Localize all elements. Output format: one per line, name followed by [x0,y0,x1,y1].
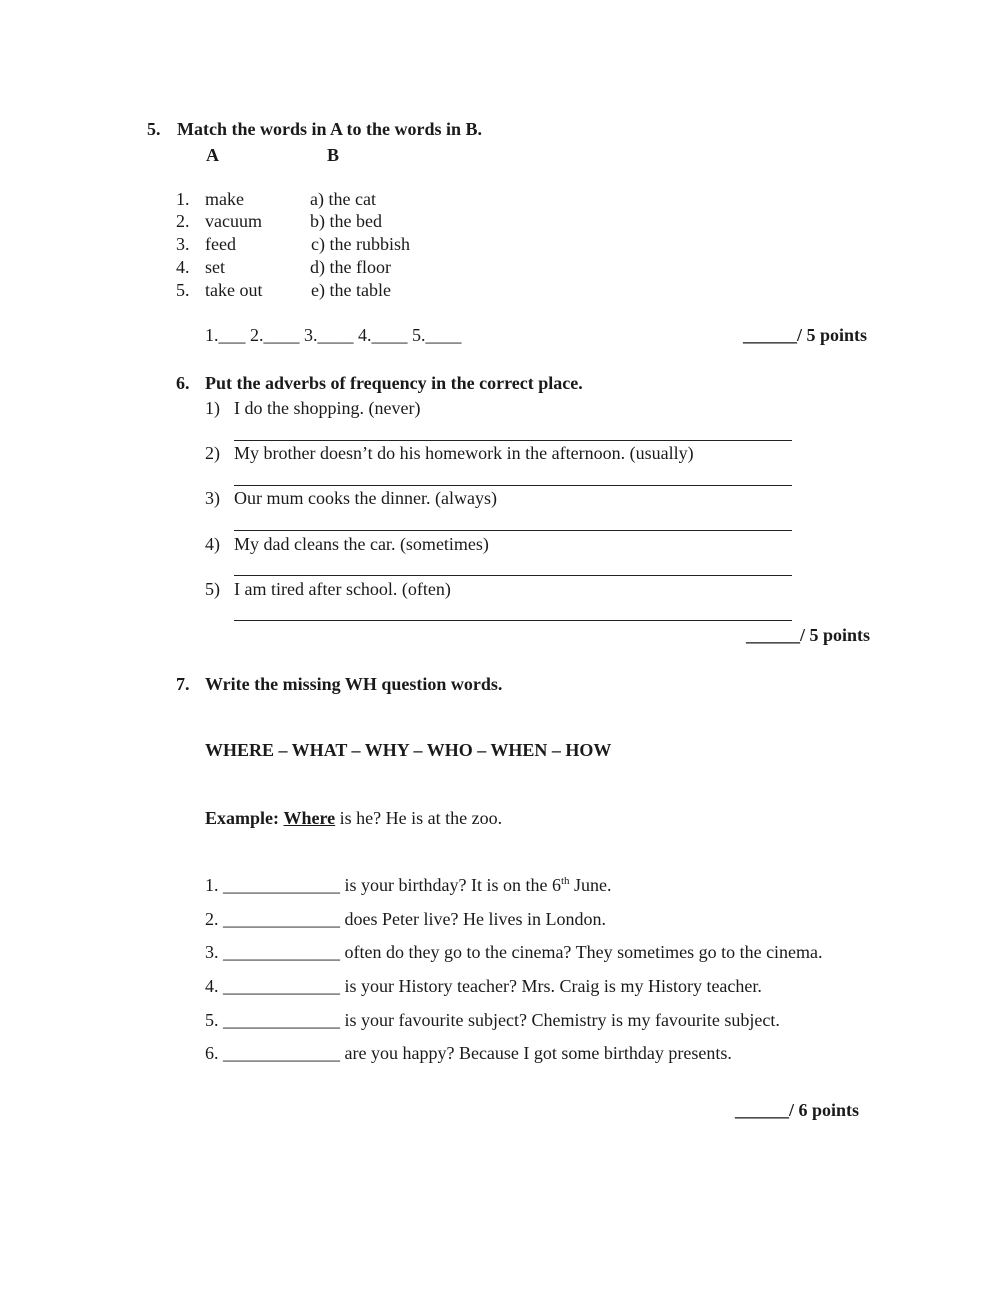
q7-question [205,908,606,930]
q7-answer-blank[interactable]: _____________ [223,976,340,996]
q5-word-a: take out [205,280,263,300]
q5-word-a: set [205,257,225,277]
q7-example-text: is he? He is at the zoo. [335,808,503,828]
q7-question [205,1009,780,1031]
q6-sentence: Our mum cooks the dinner. (always) [234,488,497,508]
q7-item-number: 6. [205,1043,219,1063]
q6-answer-line[interactable] [234,575,792,576]
q7-example-answer: Where [283,808,336,828]
q7-question-text: is your History teacher? Mrs. Craig is my History teacher. [344,976,762,996]
q6-sentence: My brother doesn’t do his homework in the afternoon. (usually) [234,443,694,463]
q7-item-number: 1. [205,875,219,895]
q6-points: ______/ 5 points [746,625,871,645]
q5-word-a: feed [205,234,236,254]
q7-question-text-end: June. [569,875,612,895]
q6-answer-line[interactable] [234,620,792,621]
q5-points: ______/ 5 points [743,325,868,345]
q7-question [205,874,612,896]
q5-word-b: d) the floor [310,257,391,277]
q5-column-a-header: A [206,145,219,165]
q6-item-number: 4) [205,534,220,554]
q5-item-number: 3. [176,234,190,254]
q6-number: 6. [176,373,190,393]
q7-word-bank: WHERE – WHAT – WHY – WHO – WHEN – HOW [205,740,612,760]
q7-answer-blank[interactable]: _____________ [223,1010,340,1030]
q5-item-number: 2. [176,211,190,231]
q7-answer-blank[interactable]: _____________ [223,909,340,929]
q7-points: ______/ 6 points [735,1100,860,1120]
q6-answer-line[interactable] [234,485,792,486]
q7-superscript: th [560,875,570,887]
q5-word-b: a) the cat [310,189,376,209]
q7-item-number: 4. [205,976,219,996]
q7-question-text: is your birthday? It is on the 6 [344,875,561,895]
q5-word-b: e) the table [311,280,391,300]
q6-item-number: 2) [205,443,220,463]
q5-answer-blanks[interactable]: 1.___ 2.____ 3.____ 4.____ 5.____ [205,325,462,345]
q6-answer-line[interactable] [234,530,792,531]
q6-sentence: I do the shopping. (never) [234,398,421,418]
q7-question [205,941,823,963]
q5-item-number: 5. [176,280,190,300]
q5-word-b: c) the rubbish [311,234,410,254]
q5-number: 5. [147,119,161,139]
q7-item-number: 5. [205,1010,219,1030]
q7-answer-blank[interactable]: _____________ [223,1043,340,1063]
q5-word-b: b) the bed [310,211,382,231]
q5-word-a: make [205,189,244,209]
q7-title: Write the missing WH question words. [205,674,503,694]
q7-example-label: Example: [205,808,279,828]
q7-item-number: 2. [205,909,219,929]
q7-number: 7. [176,674,190,694]
q7-answer-blank[interactable]: _____________ [223,942,340,962]
q5-title: Match the words in A to the words in B. [177,119,483,139]
q6-sentence: I am tired after school. (often) [234,579,451,599]
q7-question-text: often do they go to the cinema? They sometimes go to the cinema. [344,942,823,962]
q6-title: Put the adverbs of frequency in the correct place. [205,373,583,393]
q6-sentence: My dad cleans the car. (sometimes) [234,534,489,554]
q7-example [205,807,502,829]
q5-item-number: 1. [176,189,190,209]
q7-question [205,1042,732,1064]
q7-question [205,975,762,997]
q5-word-a: vacuum [205,211,262,231]
q7-answer-blank[interactable]: _____________ [223,875,340,895]
q5-column-b-header: B [327,145,340,165]
q6-answer-line[interactable] [234,440,792,441]
q7-question-text: are you happy? Because I got some birthday presents. [344,1043,732,1063]
q5-item-number: 4. [176,257,190,277]
q6-item-number: 1) [205,398,220,418]
q7-question-text: is your favourite subject? Chemistry is my favourite subject. [344,1010,780,1030]
q7-item-number: 3. [205,942,219,962]
q6-item-number: 3) [205,488,220,508]
q7-question-text: does Peter live? He lives in London. [344,909,606,929]
q6-item-number: 5) [205,579,220,599]
